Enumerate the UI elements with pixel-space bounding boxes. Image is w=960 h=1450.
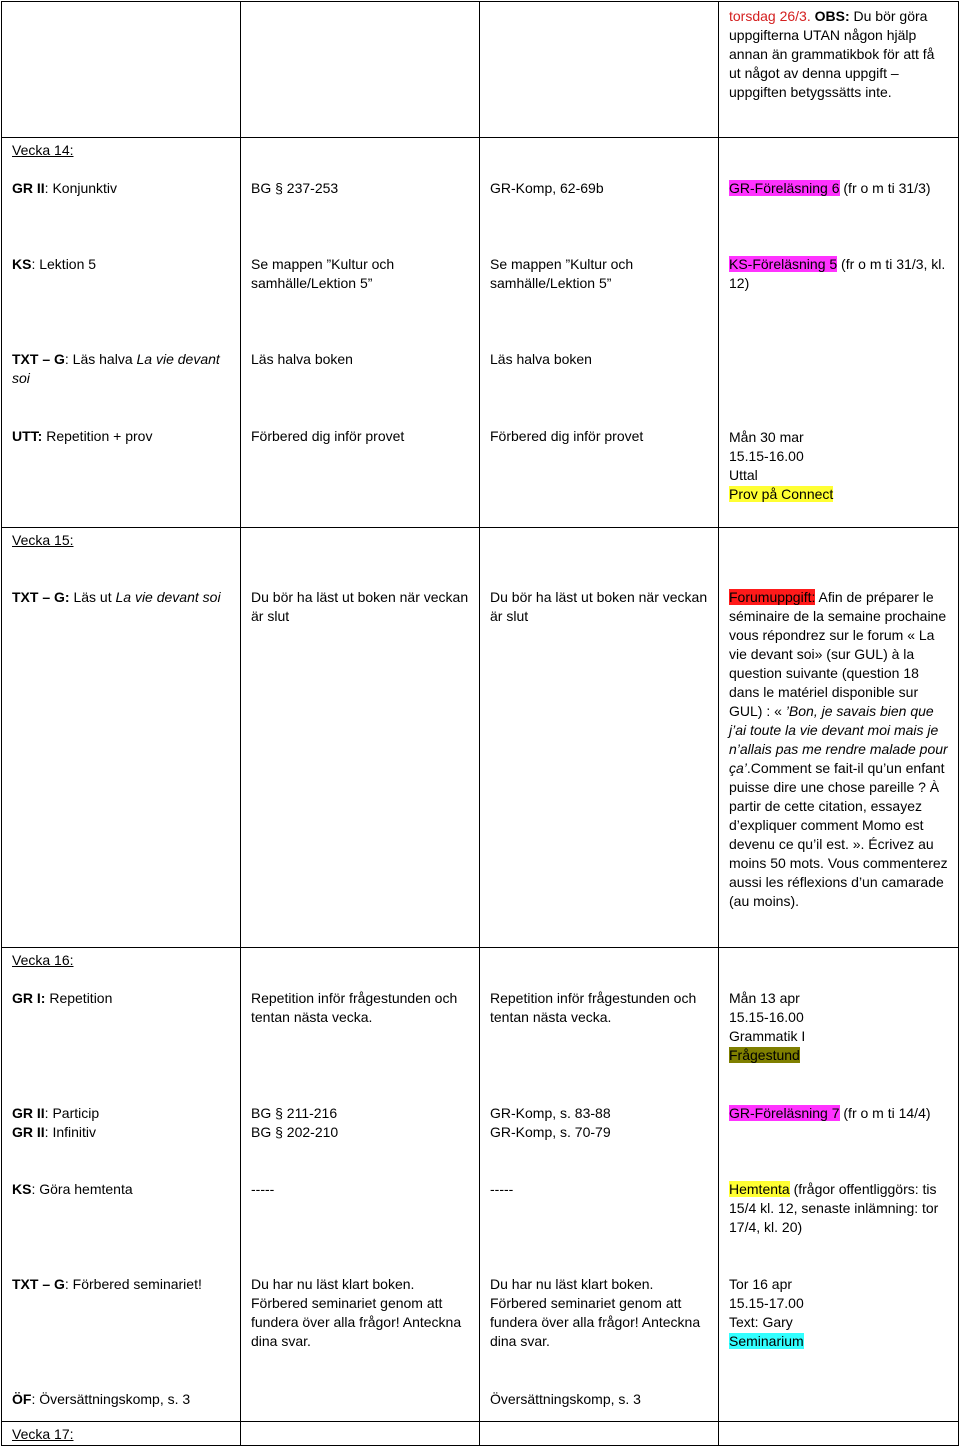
event-date: Mån 13 apr [729,990,800,1006]
forum-text: Afin de préparer le séminaire de la semaine prochaine vous répondrez sur le forum « La vie devant soi» (sur GUL) à la question suivante (question 18 dans le matériel disponible sur GUL) : « [729,589,947,719]
forum-text: .Comment se fait-il qu’un enfant puisse dire une chose pareille ? À partir de cette citation, essayez d’expliquer comment Momo est devenu ce qu’il est. ». Écrivez au moins 50 mots. Vous commenterez aussi les réflexions d’un camarade (au moins). [729,760,948,909]
reading: Läs halva boken [251,351,353,367]
row-vecka-17 [2,1422,959,1446]
event-label: Frågestund [729,1047,800,1063]
lecture-link[interactable]: KS-Föreläsning 5 [729,256,838,272]
course-code: GR I: [12,990,46,1006]
course-code: UTT: [12,428,43,444]
course-topic: : Infinitiv [44,1124,97,1140]
course-topic: Repetition [45,990,113,1006]
reading: BG § 237-253 [251,180,339,196]
course-topic: Läs ut [69,589,116,605]
forum-quote: ’Bon, je savais bien que j’ai toute la vie devant moi mais je n’allais pas me rendre malade pour ça’ [729,703,948,776]
cell-empty [480,2,719,138]
reading: ----- [251,1181,275,1197]
exam-label: Hemtenta [729,1181,790,1197]
book-title: La vie devant soi [12,351,220,386]
cell-v15-col2 [241,528,480,948]
cell-v14-col3 [480,138,719,528]
cell-v14-col4 [719,138,959,528]
reading: Du bör ha läst ut boken när veckan är slut [490,589,708,624]
course-topic: : Konjunktiv [44,180,118,196]
reading: Läs halva boken [490,351,592,367]
reading: Förbered dig inför provet [251,428,405,444]
obs-label: OBS: [814,8,850,24]
reading: GR-Komp, 62-69b [490,180,604,196]
lecture-note: (fr o m ti 31/3) [839,180,931,196]
cell-v16-col4 [719,948,959,1422]
reading: GR-Komp, s. 70-79 [490,1124,611,1140]
course-code: GR II [12,180,45,196]
forum-task [719,528,958,911]
cell-v15-col4 [719,528,959,948]
reading: Du har nu läst klart boken. Förbered seminariet genom att fundera över alla frågor! Anteckna dina svar. [490,1276,701,1349]
exam-label: Prov på Connect [729,486,834,502]
cell-empty [719,1422,959,1446]
week-label: Vecka 15: [12,532,74,548]
reading: GR-Komp, s. 83-88 [490,1105,611,1121]
obs-text: Du bör göra uppgifterna UTAN någon hjälp annan än grammatikbok för att få ut något av denna uppgift – uppgiften betygssätts inte. [729,8,935,100]
schedule-table [1,1,959,1446]
lecture-link[interactable]: GR-Föreläsning 6 [729,180,840,196]
course-code: GR II [12,1105,45,1121]
reading: Se mappen ”Kultur och samhälle/Lektion 5” [490,256,634,291]
event-date: Mån 30 mar [729,429,804,445]
exam-note: (frågor offentliggörs: tis 15/4 kl. 12, senaste inlämning: tor 17/4, kl. 20) [729,1181,939,1235]
cell-empty [2,2,241,138]
event-time: 15.15-16.00 [729,1009,804,1025]
cell-empty [241,2,480,138]
event-subject: Grammatik I [729,1028,806,1044]
course-topic: Repetition + prov [42,428,153,444]
course-code: TXT – G [12,1276,65,1292]
course-topic: : Göra hemtenta [31,1181,133,1197]
reading: Repetition inför frågestunden och tentan nästa vecka. [490,990,697,1025]
week-label: Vecka 17: [12,1426,74,1442]
course-code: KS [12,256,32,272]
course-code: GR II [12,1124,45,1140]
reading: Förbered dig inför provet [490,428,644,444]
cell-empty [480,1422,719,1446]
lecture-note: (fr o m ti 31/3, kl. 12) [729,256,946,291]
course-code: TXT – G: [12,589,70,605]
row-vecka-14 [2,138,959,528]
reading: Se mappen ”Kultur och samhälle/Lektion 5” [251,256,395,291]
reading: Repetition inför frågestunden och tentan nästa vecka. [251,990,458,1025]
row-vecka-15 [2,528,959,948]
event-subject: Uttal [729,467,758,483]
reading: ----- [490,1181,514,1197]
event-time: 15.15-16.00 [729,448,804,464]
cell-note [719,2,959,138]
week-label: Vecka 16: [12,952,74,968]
cell-v16-topics [2,948,241,1422]
row-vecka-16 [2,948,959,1422]
cell-v14-topics [2,138,241,528]
course-code: ÖF [12,1391,32,1407]
cell-v16-col3 [480,948,719,1422]
event-date: Tor 16 apr [729,1276,793,1292]
note-date: torsdag 26/3. [729,8,811,24]
row-top-note [2,2,959,138]
event-label: Seminarium [729,1333,804,1349]
cell-v15-topics [2,528,241,948]
cell-v15-col3 [480,528,719,948]
event-time: 15.15-17.00 [729,1295,804,1311]
course-topic: : Particip [44,1105,100,1121]
course-code: TXT – G [12,351,65,367]
course-topic: : Förbered seminariet! [64,1276,202,1292]
lecture-note: (fr o m ti 14/4) [839,1105,931,1121]
book-title: La vie devant soi [115,589,221,605]
course-topic: : Läs halva [64,351,137,367]
reading: BG § 202-210 [251,1124,339,1140]
lecture-link[interactable]: GR-Föreläsning 7 [729,1105,840,1121]
course-topic: : Översättningskomp, s. 3 [31,1391,191,1407]
reading: Översättningskomp, s. 3 [490,1391,641,1407]
event-subject: Text: Gary [729,1314,793,1330]
course-topic: : Lektion 5 [31,256,97,272]
cell-v14-col2 [241,138,480,528]
cell-empty [241,1422,480,1446]
cell-v17-topics [2,1422,241,1446]
reading: Du bör ha läst ut boken när veckan är slut [251,589,469,624]
course-code: KS [12,1181,32,1197]
reading: BG § 211-216 [251,1105,338,1121]
cell-v16-col2 [241,948,480,1422]
reading: Du har nu läst klart boken. Förbered seminariet genom att fundera över alla frågor! Anteckna dina svar. [251,1276,462,1349]
forum-label: Forumuppgift: [729,589,816,605]
week-label: Vecka 14: [12,142,74,158]
